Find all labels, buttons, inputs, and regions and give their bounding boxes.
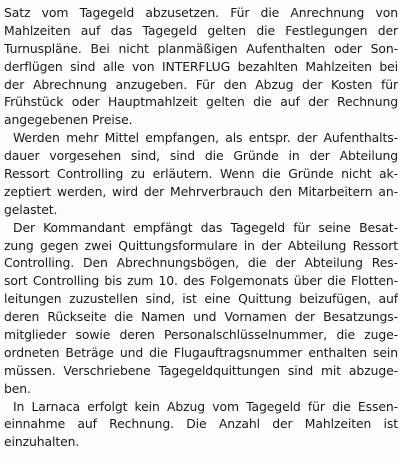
text-line: müssen. Verschriebene Tagegeldquittungen sind mit abzuge- bbox=[4, 362, 398, 378]
text-line: zung gegen zwei Quittungsformulare in der Abteilung Ressort bbox=[4, 237, 398, 253]
text-line: derflügen sind alle von INTERFLUG bezahlten Mahlzeiten bei bbox=[4, 58, 398, 74]
text-line: Mahlzeiten auf das Tagegeld gelten die Festlegungen der bbox=[4, 22, 398, 38]
text-line: Satz vom Tagegeld abzusetzen. Für die Anrechnung von bbox=[4, 5, 398, 20]
text-line: der Abrechnung anzugeben. Für den Abzug der Kosten für bbox=[4, 76, 398, 92]
text-line: Werden mehr Mittel empfangen, als entspr. der Aufenthalts- bbox=[13, 130, 398, 146]
text-line: dauer vorgesehen sind, sind die Gründe in der Abteilung bbox=[4, 148, 398, 164]
text-line: Turnuspläne. Bei nicht planmäßigen Aufenthalten oder Son- bbox=[4, 40, 398, 56]
text-line: Frühstück oder Hauptmahlzeit gelten die auf der Rechnung bbox=[4, 94, 398, 110]
text-line: gelastet. bbox=[4, 201, 58, 217]
text-line: leitungen zuzustellen sind, ist eine Quittung beizufügen, auf bbox=[4, 291, 398, 307]
text-line: einzuhalten. bbox=[4, 434, 80, 450]
text-line: Der Kommandant empfängt das Tagegeld für seine Besat- bbox=[13, 219, 398, 235]
text-line: angegebenen Preise. bbox=[4, 112, 133, 128]
text-line: einnahme auf Rechnung. Die Anzahl der Mahlzeiten ist bbox=[4, 416, 398, 432]
text-line: deren Rückseite die Namen und Vornamen der Besatzungs- bbox=[4, 309, 398, 325]
text-line: mitglieder sowie deren Personalschlüsselnummer, die zuge- bbox=[4, 327, 398, 343]
text-line: zeptiert werden, wird der Mehrverbrauch den Mitarbeitern an- bbox=[4, 183, 398, 199]
document-text bbox=[4, 4, 398, 451]
text-line: sort Controlling bis zum 10. des Folgemonats über die Flotten- bbox=[4, 273, 398, 289]
text-line: ben. bbox=[4, 380, 31, 396]
text-line: ordneten Beträge und die Flugauftragsnummer enthalten sein bbox=[4, 344, 398, 360]
text-line: Controlling. Den Abrechnungsbögen, die der Abteilung Res- bbox=[4, 255, 398, 271]
text-line: Ressort Controlling zu erläutern. Wenn die Gründe nicht ak- bbox=[4, 166, 398, 182]
text-line: In Larnaca erfolgt kein Abzug vom Tagegeld für die Essen- bbox=[13, 398, 398, 414]
